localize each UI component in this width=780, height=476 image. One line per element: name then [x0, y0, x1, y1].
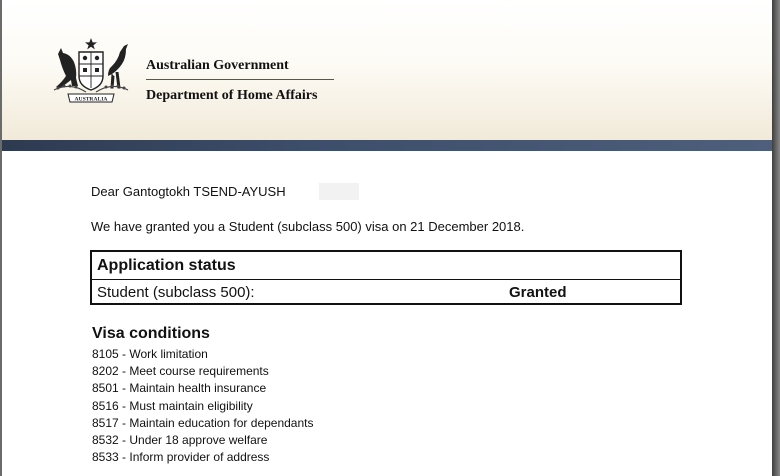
letterhead: [2, 0, 772, 140]
redaction-mark: [319, 183, 359, 200]
header-band: [2, 140, 772, 151]
visa-conditions-title: Visa conditions: [92, 325, 210, 342]
visa-grant-letter: [2, 0, 772, 476]
status-divider: [92, 279, 680, 280]
visa-subclass-label: Student (subclass 500):: [97, 284, 255, 301]
visa-condition-item: 8202 - Meet course requirements: [92, 364, 269, 379]
application-status-title: Application status: [97, 257, 236, 274]
grant-statement: We have granted you a Student (subclass 500) visa on 21 December 2018.: [91, 219, 525, 234]
visa-condition-item: 8105 - Work limitation: [92, 347, 208, 361]
visa-condition-item: 8517 - Maintain education for dependants: [92, 415, 314, 430]
status-value: Granted: [509, 284, 567, 301]
government-name: Australian Government: [146, 58, 289, 73]
visa-conditions-list: [92, 346, 314, 466]
australian-coat-of-arms-icon: [46, 36, 136, 108]
department-name: Department of Home Affairs: [146, 88, 318, 103]
visa-condition-item: 8501 - Maintain health insurance: [92, 381, 267, 396]
crest-motto: AUSTRALIA: [74, 96, 108, 103]
visa-condition-item: 8532 - Under 18 approve welfare: [92, 433, 268, 448]
application-status-box: [90, 250, 682, 305]
letterhead-divider: [146, 79, 334, 80]
visa-condition-item: 8516 - Must maintain eligibility: [92, 398, 253, 413]
visa-condition-item: 8533 - Inform provider of address: [92, 450, 270, 465]
letter-greeting: Dear Gantogtokh TSEND-AYUSH: [91, 184, 286, 199]
viewer-edge: [772, 0, 780, 476]
